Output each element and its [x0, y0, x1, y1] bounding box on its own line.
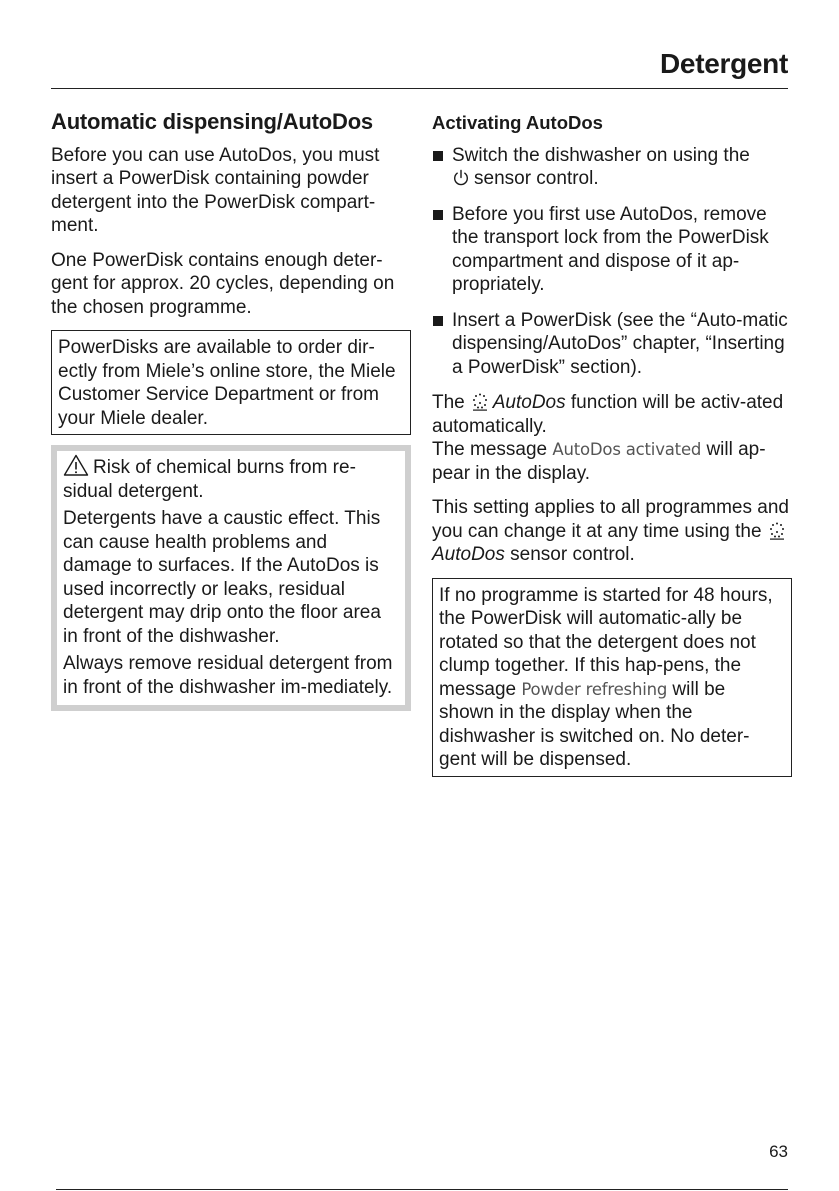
section-heading-activating: Activating AutoDos — [432, 112, 603, 133]
paragraph-text: will be shown in the display when the dishwasher is switched on. No deter-gent will be dispensed. — [439, 678, 750, 770]
warning-text-caustic: Detergents have a caustic effect. This can cause health problems and damage to surfaces. If the AutoDos is used incorrectly or leaks, residual detergent may drip onto the floor area in front of the dishwasher. — [63, 508, 381, 647]
capacity-paragraph: One PowerDisk contains enough deter-gent for approx. 20 cycles, depending on the chosen programme. — [51, 249, 395, 318]
paragraph-text: function will be activ-ated automatically. — [432, 392, 784, 437]
warning-text-remove: Always remove residual detergent from in front of the dishwasher im-mediately. — [63, 653, 393, 698]
bullet-square-icon — [433, 316, 443, 326]
power-icon — [452, 169, 470, 187]
right-column — [432, 108, 792, 787]
list-item — [432, 309, 792, 380]
step-text: sensor control. — [474, 168, 599, 189]
paragraph-text: The — [432, 392, 465, 413]
paragraph-text: If no programme is started for 48 hours, the PowerDisk will automatic-ally be rotated so that the detergent does not clump together. If this hap-pens, the message — [439, 584, 773, 700]
warning-title-text: Risk of chemical burns from re-sidual detergent. — [63, 457, 356, 502]
function-name: AutoDos — [432, 544, 505, 565]
step-text: Before you first use AutoDos, remove the transport lock from the PowerDisk compartment and dispose of it ap-propriately. — [452, 203, 769, 295]
page-number: 63 — [769, 1142, 788, 1161]
warning-triangle-icon — [63, 454, 89, 476]
setting-paragraph — [432, 496, 792, 567]
autodos-icon — [768, 521, 786, 541]
page-title: Detergent — [660, 48, 788, 79]
warning-box — [51, 445, 411, 711]
display-message: AutoDos activated — [552, 440, 702, 459]
bullet-square-icon — [433, 151, 443, 161]
intro-paragraph: Before you can use AutoDos, you must insert a PowerDisk containing powder detergent into the PowerDisk compart-ment. — [51, 144, 380, 236]
paragraph-text: The message — [432, 439, 548, 460]
paragraph-text: sensor control. — [510, 544, 635, 565]
step-text: Switch the dishwasher on using the — [452, 144, 750, 166]
header-divider — [51, 88, 788, 89]
powder-note-text — [439, 584, 785, 772]
info-note-text: PowerDisks are available to order dir-ectly from Miele’s online store, the Miele Customer Service Department or from your Miele dealer. — [58, 337, 396, 429]
step-text: Insert a PowerDisk (see the “Auto-matic dispensing/AutoDos” chapter, “Inserting a PowerDisk” section). — [452, 309, 788, 378]
function-name: AutoDos — [492, 392, 566, 413]
activation-paragraph — [432, 391, 792, 485]
activation-steps — [432, 144, 792, 380]
warning-title — [63, 454, 399, 503]
paragraph-text: This setting applies to all programmes and you can change it at any time using the — [432, 497, 789, 542]
display-message: Powder refreshing — [521, 679, 668, 699]
paragraph-text: will ap-pear in the display. — [432, 439, 766, 484]
info-note-box — [51, 330, 411, 435]
powder-note-box — [432, 578, 792, 777]
bullet-square-icon — [433, 210, 443, 220]
section-heading-autodos: Automatic dispensing/AutoDos — [51, 109, 373, 134]
list-item — [432, 144, 792, 191]
list-item — [432, 203, 792, 297]
left-column — [51, 108, 411, 711]
autodos-icon — [471, 392, 489, 412]
footer-divider — [56, 1189, 788, 1190]
